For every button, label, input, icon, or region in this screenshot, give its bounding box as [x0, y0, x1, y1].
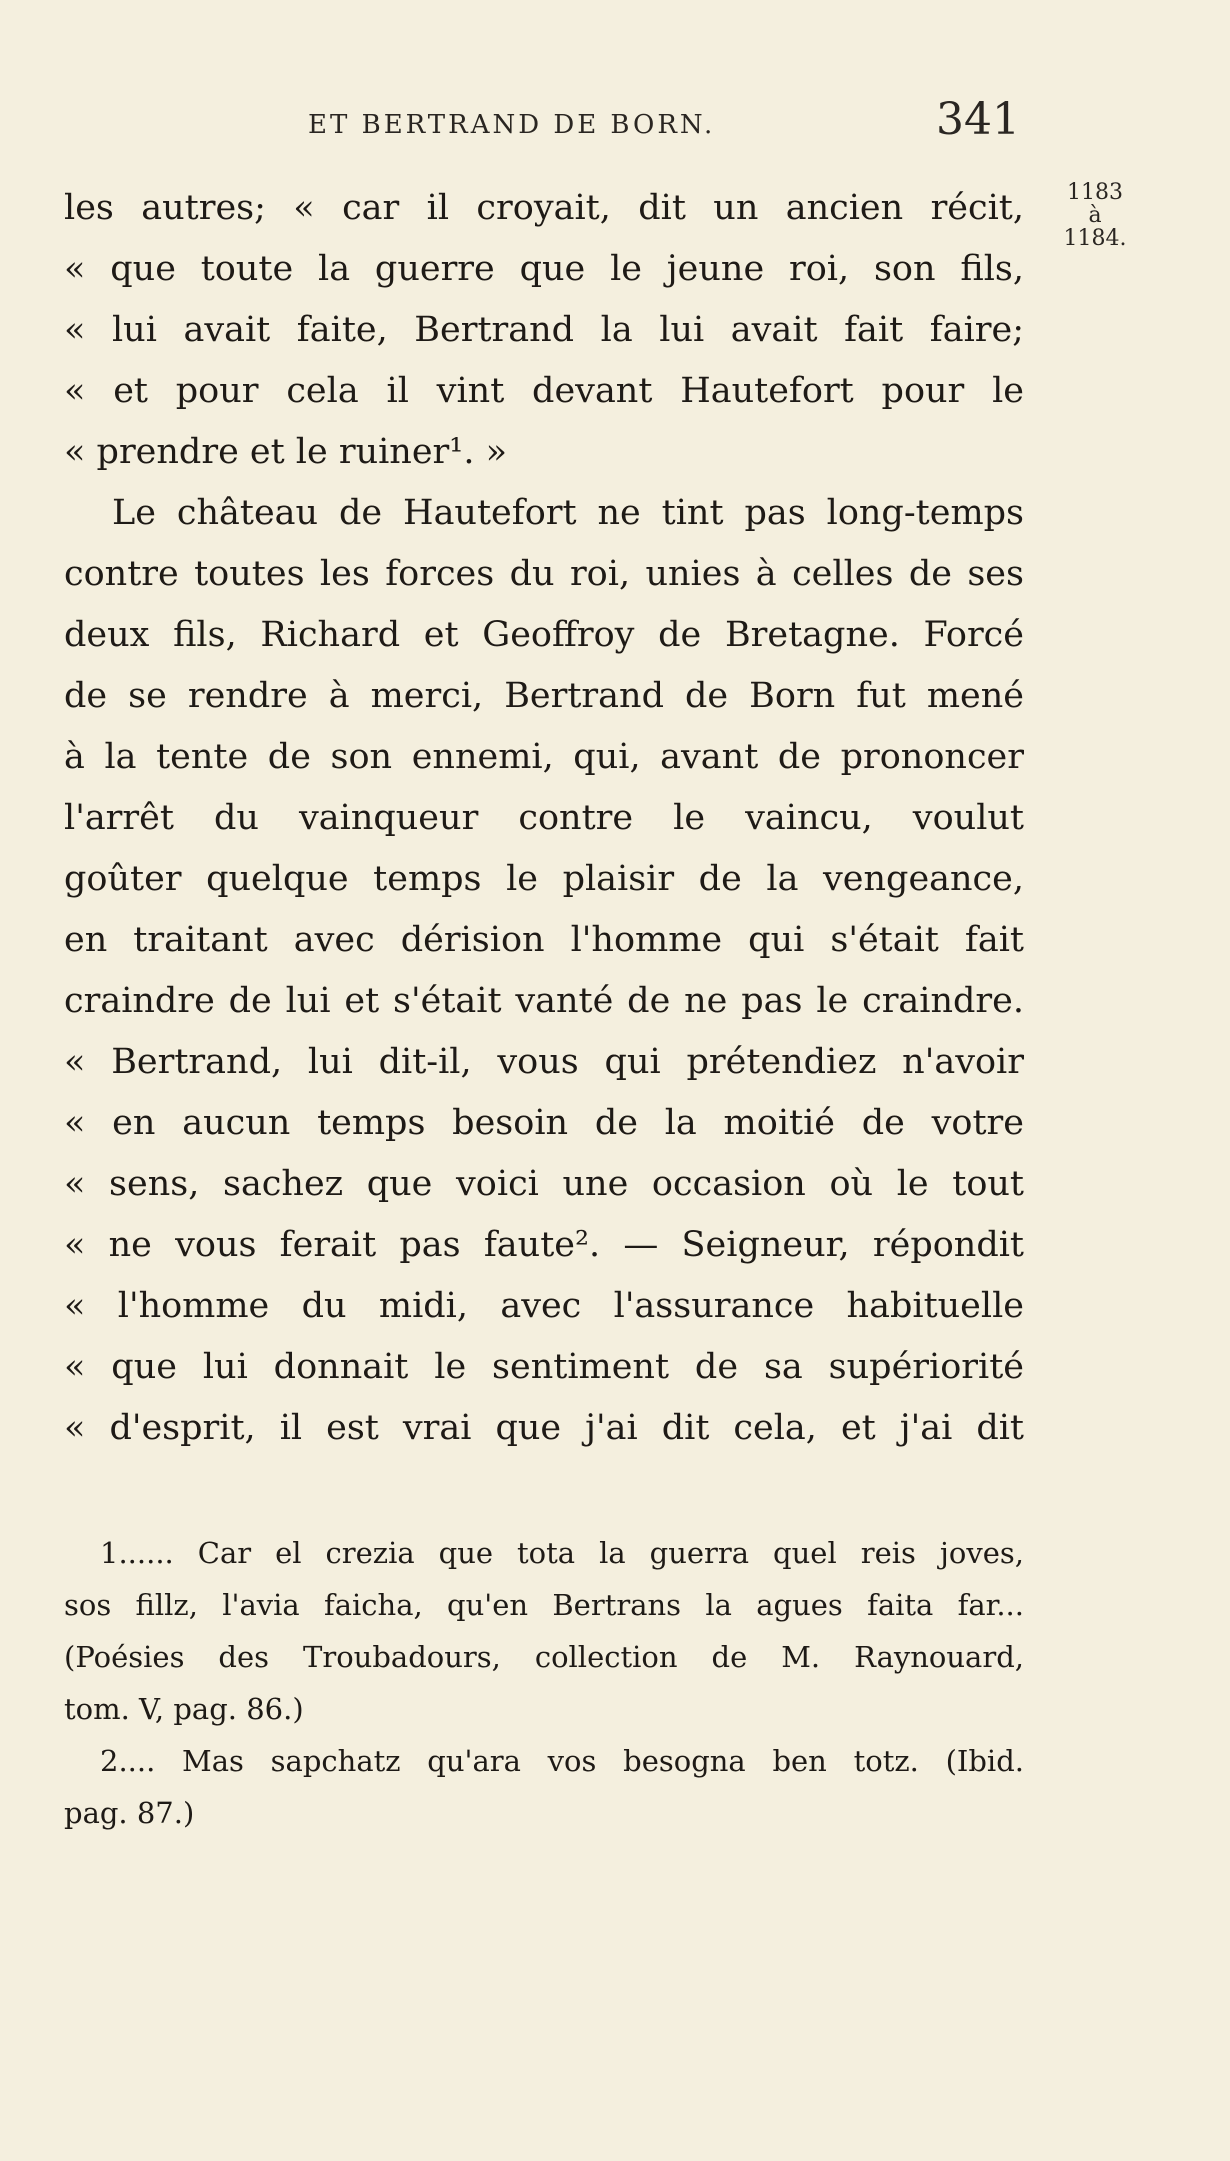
text-line: « l'homme du midi, avec l'assurance habituelle — [64, 1286, 1024, 1326]
page-header — [308, 94, 1020, 150]
text-line: goûter quelque temps le plaisir de la vengeance, — [64, 859, 1024, 899]
text-line: « et pour cela il vint devant Hautefort pour le — [64, 371, 1024, 411]
footnote-line: 1...... Car el crezia que tota la guerra quel reis joves, — [100, 1536, 1024, 1570]
footnote-line: pag. 87.) — [64, 1796, 195, 1830]
text-line: « lui avait faite, Bertrand la lui avait fait faire; — [64, 310, 1024, 350]
text-line: « Bertrand, lui dit-il, vous qui prétendiez n'avoir — [64, 1042, 1024, 1082]
margin-date-from: 1183 — [1067, 180, 1123, 205]
text-line: « prendre et le ruiner¹. » — [64, 432, 507, 472]
footnote-line: (Poésies des Troubadours, collection de M. Raynouard, — [64, 1640, 1024, 1674]
margin-date-note — [1050, 180, 1140, 252]
text-line: deux fils, Richard et Geoffroy de Bretagne. Forcé — [64, 615, 1024, 655]
text-line: « ne vous ferait pas faute². — Seigneur, répondit — [64, 1225, 1024, 1265]
running-title: ET BERTRAND DE BORN. — [308, 110, 716, 140]
footnote-line: sos fillz, l'avia faicha, qu'en Bertrans la agues faita far... — [64, 1588, 1024, 1622]
margin-date-sep: à — [1088, 203, 1102, 228]
text-line: « en aucun temps besoin de la moitié de votre — [64, 1103, 1024, 1143]
text-line: à la tente de son ennemi, qui, avant de prononcer — [64, 737, 1024, 777]
body-text — [64, 178, 1024, 1459]
page-number: 341 — [936, 94, 1020, 145]
footnote-line: 2.... Mas sapchatz qu'ara vos besogna ben totz. (Ibid. — [100, 1744, 1024, 1778]
text-line: l'arrêt du vainqueur contre le vaincu, voulut — [64, 798, 1024, 838]
text-line: les autres; « car il croyait, dit un ancien récit, — [64, 188, 1024, 228]
text-line: contre toutes les forces du roi, unies à celles de ses — [64, 554, 1024, 594]
footnotes — [64, 1527, 1024, 1839]
text-line: « que toute la guerre que le jeune roi, son fils, — [64, 249, 1024, 289]
text-line: de se rendre à merci, Bertrand de Born fut mené — [64, 676, 1024, 716]
text-line: craindre de lui et s'était vanté de ne pas le craindre. — [64, 981, 1024, 1021]
footnote-line: tom. V, pag. 86.) — [64, 1692, 304, 1726]
text-line: « que lui donnait le sentiment de sa supériorité — [64, 1347, 1024, 1387]
text-line: en traitant avec dérision l'homme qui s'était fait — [64, 920, 1024, 960]
text-line: Le château de Hautefort ne tint pas long-temps — [112, 493, 1024, 533]
margin-date-to: 1184. — [1063, 226, 1127, 251]
text-line: « sens, sachez que voici une occasion où le tout — [64, 1164, 1024, 1204]
text-line: « d'esprit, il est vrai que j'ai dit cela, et j'ai dit — [64, 1408, 1024, 1448]
